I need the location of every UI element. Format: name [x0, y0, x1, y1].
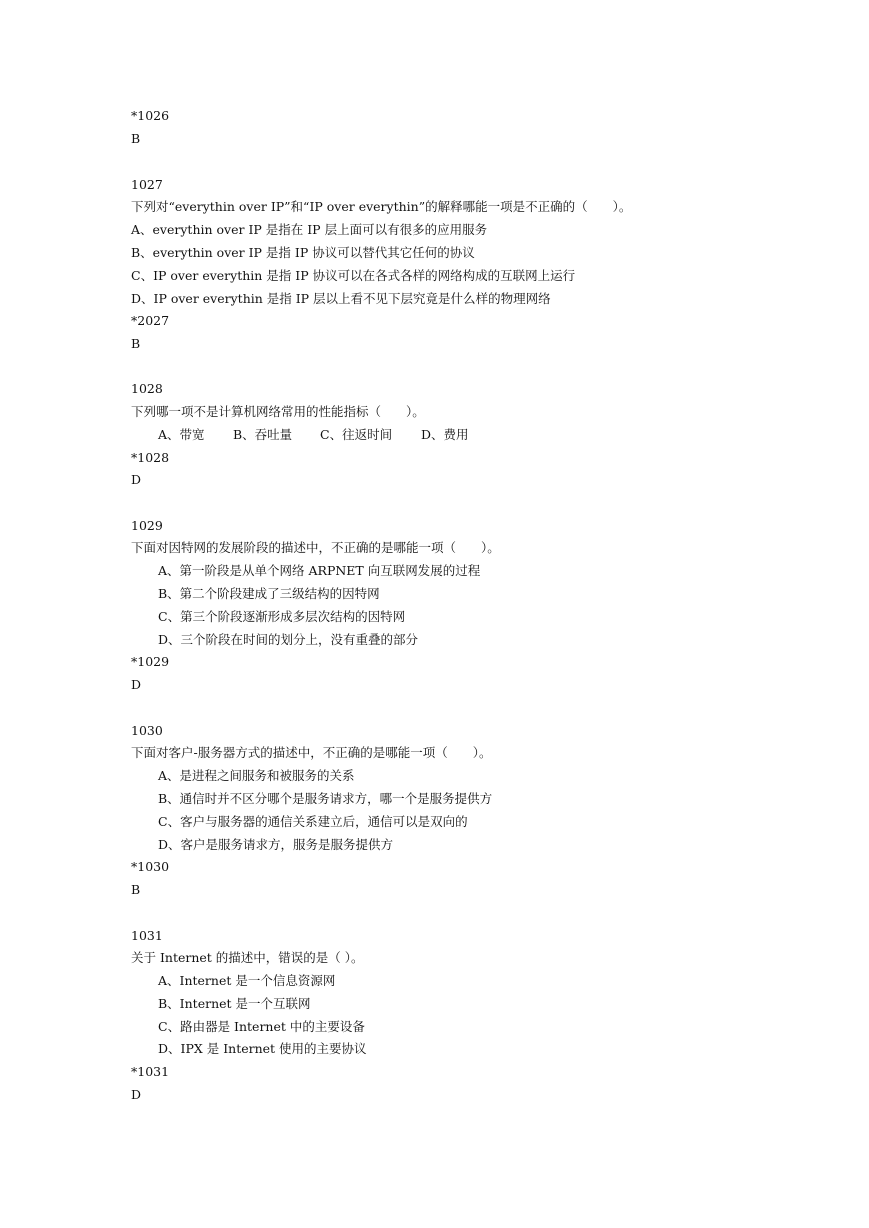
answer-value: D: [131, 1087, 142, 1102]
option-d: D、IPX 是 Internet 使用的主要协议: [158, 1041, 367, 1056]
option-a: A、everythin over IP 是指在 IP 层上面可以有很多的应用服务: [131, 222, 488, 237]
answer-id: *2027: [131, 313, 170, 328]
option-d: D、三个阶段在时间的划分上，没有重叠的部分: [158, 632, 419, 647]
option-b: B、通信时并不区分哪个是服务请求方，哪一个是服务提供方: [158, 791, 493, 806]
question-text: 下面对因特网的发展阶段的描述中，不正确的是哪能一项（ ）。: [131, 540, 500, 555]
answer-value: D: [131, 472, 142, 487]
question-number: 1031: [131, 928, 163, 943]
option-c: C、第三个阶段逐渐形成多层次结构的因特网: [158, 609, 406, 624]
answer-id: *1031: [131, 1064, 170, 1079]
option-a: A、Internet 是一个信息资源网: [158, 973, 336, 988]
option-d: D、IP over everythin 是指 IP 层以上看不见下层究竟是什么样的物理网络: [131, 291, 551, 306]
option-b: B、Internet 是一个互联网: [158, 996, 311, 1011]
answer-value: B: [131, 882, 141, 897]
answer-id: *1026: [131, 108, 170, 123]
option-c: C、IP over everythin 是指 IP 协议可以在各式各样的网络构成的互联网上运行: [131, 268, 576, 283]
option-d: D、客户是服务请求方，服务是服务提供方: [158, 837, 394, 852]
answer-value: D: [131, 677, 142, 692]
option-c: C、往返时间: [320, 427, 393, 442]
option-c: C、客户与服务器的通信关系建立后，通信可以是双向的: [158, 814, 468, 829]
question-number: 1028: [131, 381, 163, 396]
option-c: C、路由器是 Internet 中的主要设备: [158, 1019, 365, 1034]
question-number: 1029: [131, 518, 163, 533]
question-text: 关于 Internet 的描述中，错误的是（ ）。: [131, 950, 364, 965]
answer-id: *1028: [131, 450, 170, 465]
option-b: B、everythin over IP 是指 IP 协议可以替代其它任何的协议: [131, 245, 475, 260]
option-a: A、带宽: [158, 427, 205, 442]
option-a: A、第一阶段是从单个网络 ARPNET 向互联网发展的过程: [158, 563, 481, 578]
option-a: A、是进程之间服务和被服务的关系: [158, 768, 355, 783]
answer-value: B: [131, 336, 141, 351]
question-text: 下面对客户-服务器方式的描述中，不正确的是哪能一项（ ）。: [131, 745, 492, 760]
question-text: 下列哪一项不是计算机网络常用的性能指标（ ）。: [131, 404, 425, 419]
answer-id: *1029: [131, 654, 170, 669]
question-number: 1030: [131, 723, 163, 738]
option-b: B、第二个阶段建成了三级结构的因特网: [158, 586, 380, 601]
answer-value: B: [131, 131, 141, 146]
answer-id: *1030: [131, 859, 170, 874]
option-b: B、吞吐量: [233, 427, 293, 442]
question-text: 下列对“everythin over IP”和“IP over everythin”的解释哪能一项是不正确的（ ）。: [131, 199, 632, 214]
question-number: 1027: [131, 177, 163, 192]
option-d: D、费用: [421, 427, 469, 442]
